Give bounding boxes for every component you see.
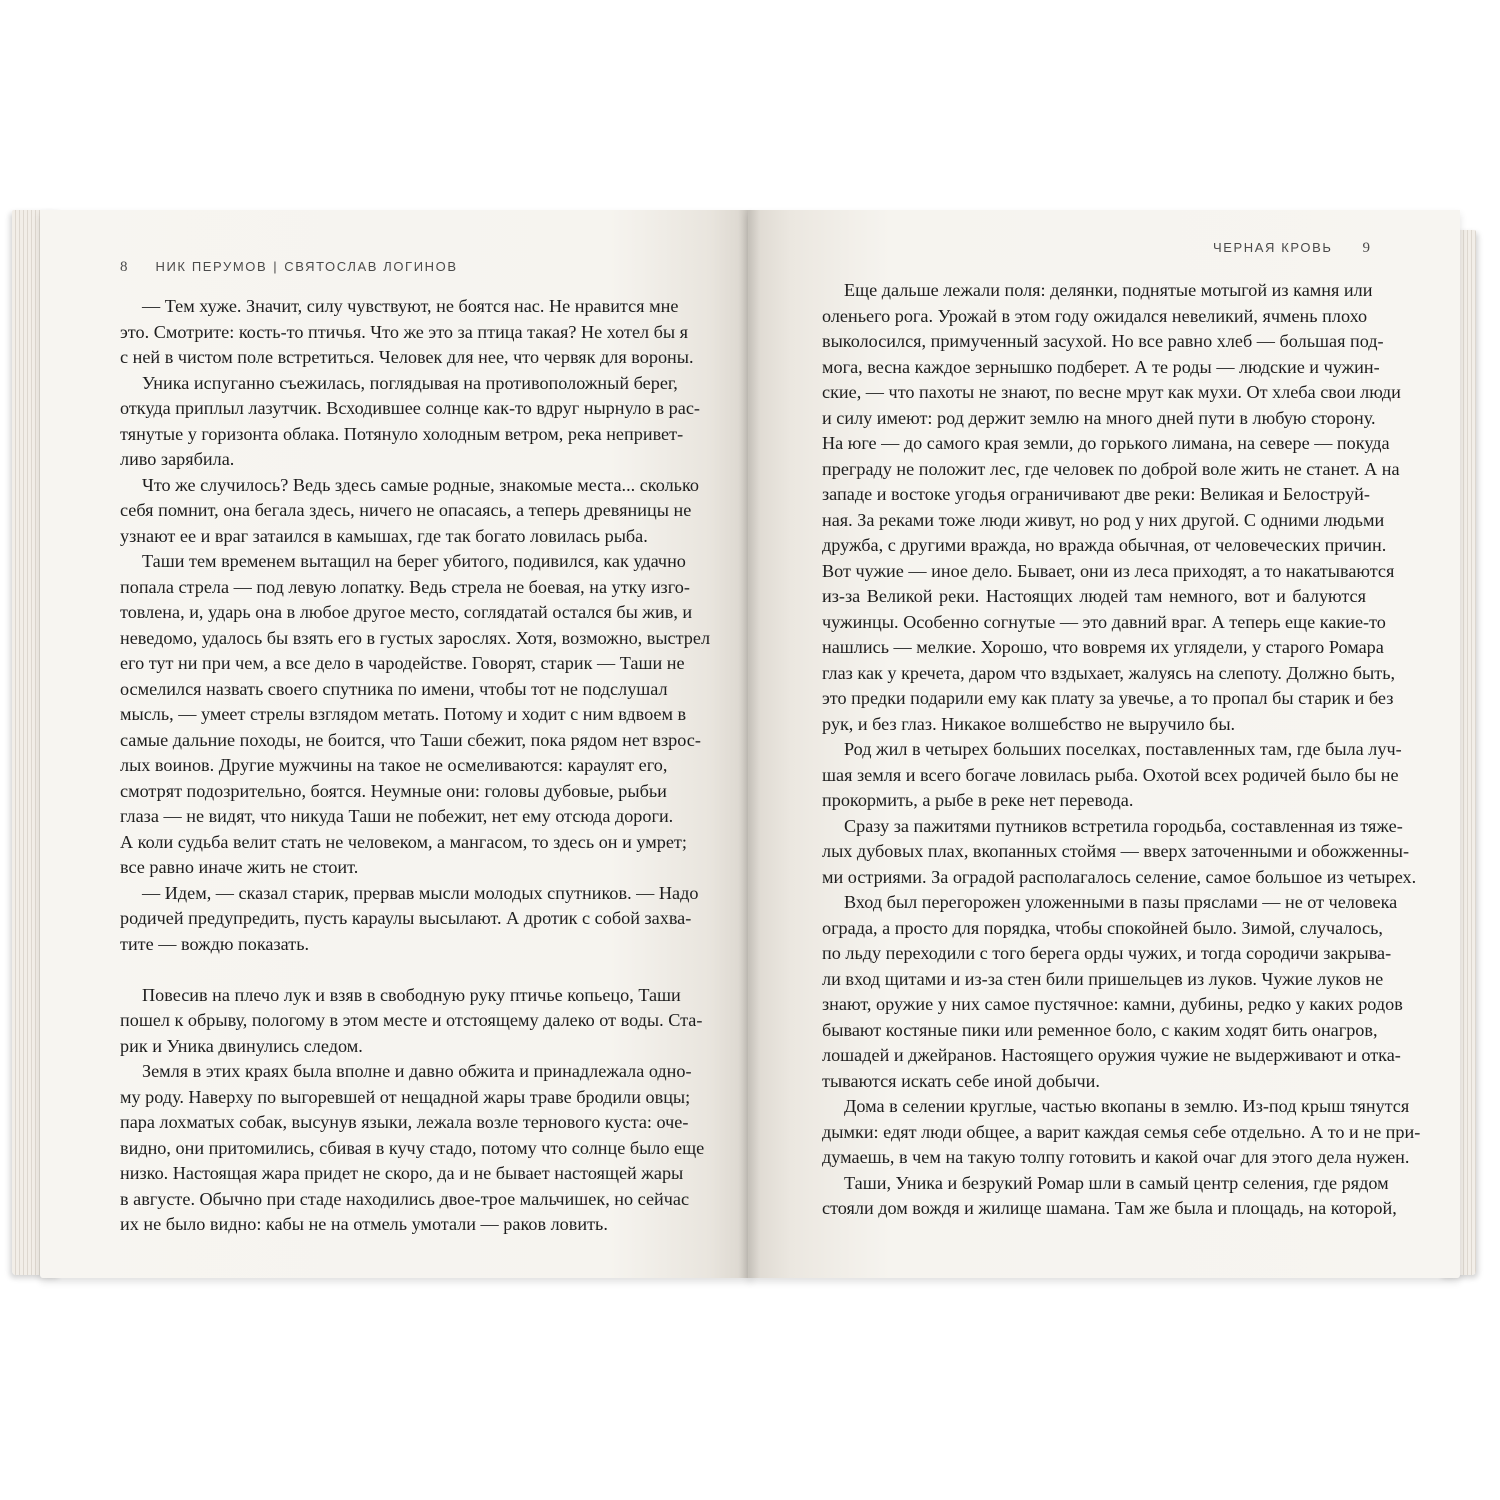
text-line: и силу имеют: род держит землю на много дней пути в любую сторону. <box>822 407 1376 428</box>
text-line: — Идем, — сказал старик, прервав мысли молодых спутников. — Надо <box>142 882 699 903</box>
left-page-body <box>120 294 711 1238</box>
text-line: бывают костяные пики или ременное боло, с каким ходят бить онагров, <box>822 1019 1378 1040</box>
text-line: это предки подарили ему как плату за увечье, а то пропал бы старик и без <box>822 688 1394 708</box>
text-line: Еще дальше лежали поля: делянки, поднятые мотыгой из камня или <box>844 280 1373 300</box>
text-line: Таши тем временем вытащил на берег убитого, подивился, как удачно <box>142 551 686 571</box>
text-line: думаешь, в чем на такую толпу готовить и какой очаг для этого дела нужен. <box>822 1147 1410 1167</box>
right-page-number: 9 <box>1362 240 1370 256</box>
text-line: прокормить, а рыбе в реке нет перевода. <box>822 790 1134 810</box>
text-line: лошадей и джейранов. Настоящего оружия чужие не выдерживают и отка- <box>822 1045 1401 1065</box>
text-line: знают, оружие у них самое пустячное: камни, дубины, редко у каких родов <box>822 994 1403 1014</box>
text-line: их не было видно: кабы не на отмель умотали — раков ловить. <box>120 1214 608 1234</box>
text-line: тываются искать себе иной добычи. <box>822 1070 1100 1091</box>
text-line: чужинцы. Особенно согнутые — это давний враг. А теперь еще какие-то <box>822 611 1386 632</box>
text-line: все равно иначе жить не стоит. <box>120 857 359 877</box>
text-line: Повесив на плечо лук и взяв в свободную руку птичье копьецо, Таши <box>142 984 681 1005</box>
left-page-number: 8 <box>120 259 128 275</box>
text-line: лых воинов. Другие мужчины на такое не осмеливаются: караулят его, <box>120 755 668 775</box>
text-line: откуда приплыл лазутчик. Всходившее солнце как-то вдруг нырнуло в рас- <box>120 398 700 418</box>
text-line: му роду. Наверху по выгоревшей от нещадной жары траве бродили овцы; <box>120 1086 691 1107</box>
text-line: видно, они притомились, сбивая в кучу стадо, потому что солнце было еще <box>120 1137 705 1158</box>
text-line: оленьего рога. Урожай в этом году ожидался невеликий, ячмень плохо <box>822 305 1368 326</box>
text-line: тянутые у горизонта облака. Потянуло холодным ветром, река непривет- <box>120 423 684 444</box>
text-line: Вот чужие — иное дело. Бывает, они из леса приходят, а то накатываются <box>822 560 1395 581</box>
text-line: глаз как у кречета, даром что вздыхает, жалуясь на слепоту. Должно быть, <box>822 662 1396 683</box>
text-line: мога, весна каждое зернышко подберет. А те роды — людские и чужин- <box>822 356 1380 377</box>
text-line: Вход был перегорожен уложенными в пазы пряслами — не от человека <box>844 892 1398 912</box>
text-line: выколосился, примученный засухой. Но все равно хлеб — большая под- <box>822 331 1384 351</box>
author-name-2: СВЯТОСЛАВ ЛОГИНОВ <box>284 259 458 274</box>
text-line: родичей предупредить, пусть караулы высылают. А дротик с собой захва- <box>120 908 692 928</box>
text-line: по льду переходили с того берега орды чужих, и тогда сородичи закрыва- <box>822 943 1392 963</box>
text-line: шая земля и всего богаче ловилась рыба. Охотой всех родичей было бы не <box>822 764 1399 785</box>
text-line: Что же случилось? Ведь здесь самые родные, знакомые места... сколько <box>142 474 699 495</box>
text-line: мысль, — умеет стрелы взглядом метать. Потому и ходит с ним вдвоем в <box>120 704 687 724</box>
text-line: преграду не положит лес, где человек по доброй воле жить не станет. А на <box>822 458 1400 479</box>
text-line: пара лохматых собак, высунув языки, лежала возле тернового куста: оче- <box>120 1112 689 1132</box>
text-line: Таши, Уника и безрукий Ромар шли в самый центр селения, где рядом <box>844 1172 1389 1193</box>
text-line: смотрят подозрительно, боятся. Неумные они: головы дубовые, рыбьи <box>120 780 667 801</box>
text-line: его тут ни при чем, а все дело в чародействе. Говорят, старик — Таши не <box>120 653 685 673</box>
text-line: На юге — до самого края земли, до горького лимана, на севере — покуда <box>822 433 1390 453</box>
text-line: ная. За реками тоже люди живут, но род у них другой. С одними людьми <box>822 509 1385 530</box>
text-line: низко. Настоящая жара придет не скоро, да и не бывает настоящей жары <box>120 1163 684 1183</box>
text-line: пошел к обрыву, пологому в этом месте и отстоящему далеко от воды. Ста- <box>120 1010 703 1030</box>
text-line: дружба, с другими вражда, но вражда обычная, от человеческих причин. <box>822 535 1387 555</box>
text-line: осмелился назвать своего спутника по имени, чтобы тот не подслушал <box>120 678 668 699</box>
author-name-1: НИК ПЕРУМОВ <box>155 259 268 274</box>
text-line: рук, и без глаз. Никакое волшебство не выручило бы. <box>822 713 1236 734</box>
text-line: дымки: едят люди общее, а варит каждая семья себе отдельно. А то и не при- <box>822 1121 1421 1142</box>
right-running-header <box>1213 240 1370 257</box>
text-line: Дома в селении круглые, частью вкопаны в землю. Из-под крыш тянутся <box>844 1096 1410 1116</box>
text-line: ограда, а просто для порядка, чтобы спокойней было. Зимой, случалось, <box>822 917 1383 938</box>
text-line: Сразу за пажитями путников встретила городьба, составленная из тяже- <box>844 815 1403 836</box>
text-line: тите — вождю показать. <box>120 933 310 954</box>
text-line: из-за Великой реки. Настоящих людей там немного, вот и балуются <box>822 586 1366 606</box>
text-line: это. Смотрите: кость-то птичья. Что же это за птица такая? Не хотел бы я <box>120 321 689 342</box>
text-line: лых дубовых плах, вкопанных стоймя — вверх заточенными и обожженны- <box>822 841 1410 861</box>
book-title: ЧЕРНАЯ КРОВЬ <box>1212 240 1333 255</box>
section-break <box>120 957 660 983</box>
text-line: себя помнит, она бегала здесь, ничего не опасаясь, а теперь древяницы не <box>120 500 692 520</box>
text-line: нашлись — мелкие. Хорошо, что вовремя их углядели, у старого Ромара <box>822 637 1384 657</box>
text-line: самые дальние походы, не боится, что Таши сбежит, пока рядом нет взрос- <box>120 729 701 750</box>
text-line: с ней в чистом поле встретиться. Человек для нее, что червяк для вороны. <box>120 347 694 367</box>
text-line: ские, — что пахоты не знают, по весне мрут как мухи. От хлеба свои люди <box>822 382 1401 402</box>
text-line: глаза — не видят, что никуда Таши не побежит, нет ему отсюда дороги. <box>120 806 674 826</box>
text-line: ли вход щитами и из-за стен били пришельцев из луков. Чужие луков не <box>822 968 1384 989</box>
text-line: ливо зарябила. <box>120 449 235 469</box>
text-line: Земля в этих краях была вполне и давно обжита и принадлежала одно- <box>142 1061 692 1081</box>
text-line: Род жил в четырех больших поселках, поставленных там, где была луч- <box>844 739 1402 759</box>
text-line: ми остриями. За оградой располагалось селение, самое большое из четырех. <box>822 866 1417 887</box>
text-line: рик и Уника двинулись следом. <box>120 1035 363 1056</box>
text-line: Уника испуганно съежилась, поглядывая на противоположный берег, <box>142 372 678 393</box>
book-spine <box>738 210 760 1278</box>
text-line: неведомо, удалось бы взять его в густых зарослях. Хотя, возможно, выстрел <box>120 627 711 648</box>
right-page-body <box>822 278 1421 1222</box>
header-separator: | <box>273 259 279 274</box>
text-line: попала стрела — под левую лопатку. Ведь стрела не боевая, на утку изго- <box>120 576 690 597</box>
left-running-header <box>120 259 458 276</box>
text-line: западе и востоке угодья ограничивают две реки: Великая и Белоструй- <box>822 484 1370 504</box>
text-line: стояли дом вождя и жилище шамана. Там же была и площадь, на которой, <box>822 1198 1397 1218</box>
text-line: — Тем хуже. Значит, силу чувствуют, не боятся нас. Не нравится мне <box>142 296 679 316</box>
text-line: в августе. Обычно при стаде находились двое-трое мальчишек, но сейчас <box>120 1188 690 1209</box>
text-line: товлена, и, ударь она в любое другое место, соглядатай остался бы жив, и <box>120 602 693 622</box>
text-line: узнают ее и враг затаился в камышах, где так богато ловилась рыба. <box>120 525 648 546</box>
text-line: А коли судьба велит стать не человеком, а мангасом, то здесь он и умрет; <box>120 831 687 852</box>
